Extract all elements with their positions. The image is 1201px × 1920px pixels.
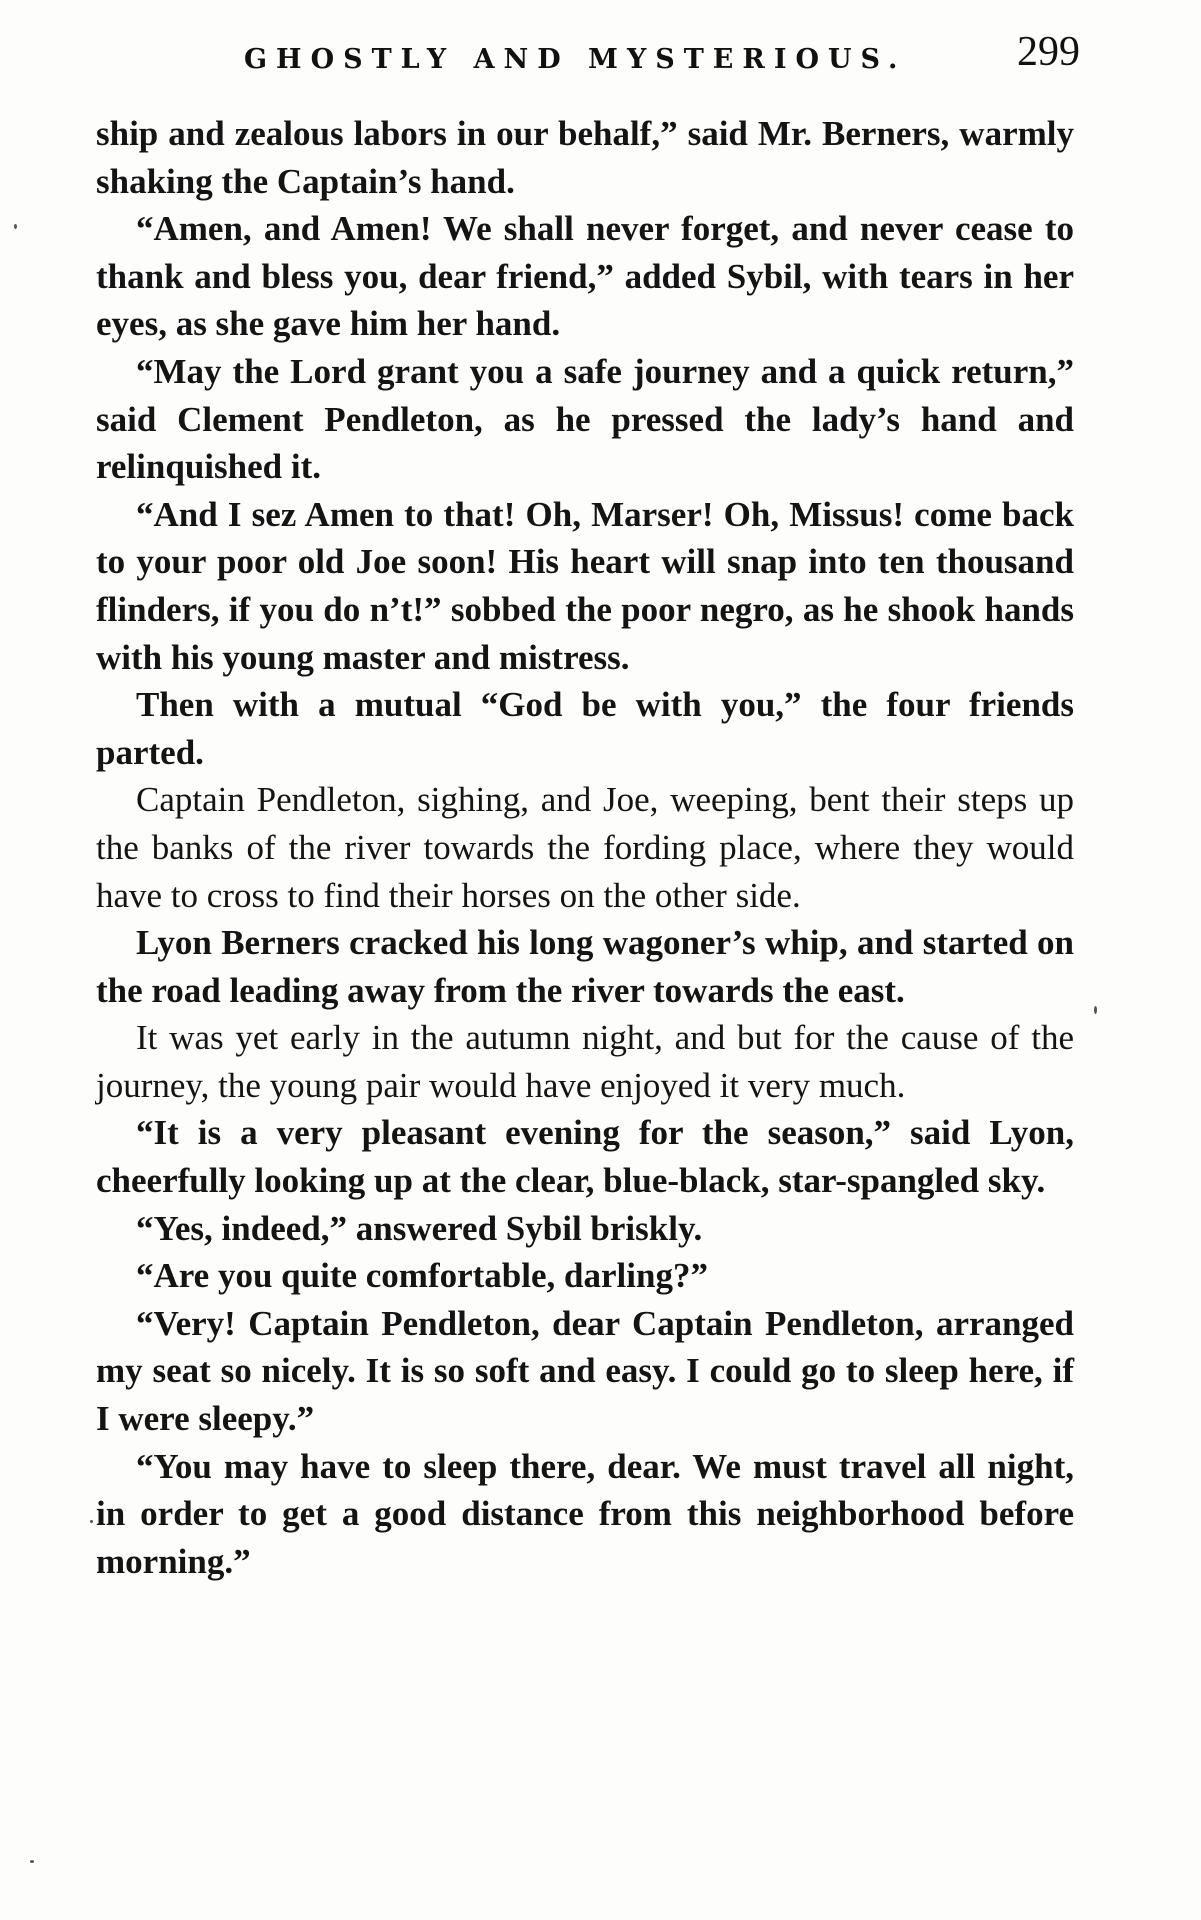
paragraph: “Yes, indeed,” answered Sybil briskly. [136, 1208, 703, 1248]
page-header [96, 28, 1096, 88]
page-number: 299 [1017, 29, 1080, 75]
paragraph: “May the Lord grant you a safe journey and a quick return,” said Clement Pendleton, as he pressed the lady’s hand and relinquished it. [96, 351, 1074, 487]
paragraph: “Amen, and Amen! We shall never forget, and never cease to thank and bless you, dear friend,” added Sybil, with tears in her eyes, as she gave him her hand. [96, 209, 1074, 344]
scan-speck [90, 1520, 93, 1523]
paragraph: It was yet early in the autumn night, and but for the cause of the journey, the young pair would have enjoyed it very much. [96, 1018, 1074, 1105]
running-head: GHOSTLY AND MYSTERIOUS. [244, 44, 907, 75]
scan-speck [14, 224, 17, 229]
paragraph: “Very! Captain Pendleton, dear Captain Pendleton, arranged my seat so nicely. It is so soft and easy. I could go to sleep here, if I were sleepy.” [96, 1303, 1074, 1439]
scan-speck [1094, 1006, 1097, 1014]
paragraph: Captain Pendleton, sighing, and Joe, weeping, bent their steps up the banks of the river towards the fording place, where they would have to cross to find their horses on the other side. [96, 780, 1074, 915]
body-text [96, 110, 1074, 1585]
paragraph: “You may have to sleep there, dear. We must travel all night, in order to get a good distance from this neighborhood before morning.” [96, 1446, 1074, 1581]
paragraph: “And I sez Amen to that! Oh, Marser! Oh, Missus! come back to your poor old Joe soon! His heart will snap into ten thousand flinders, if you do n’t!” sobbed the poor negro, as he shook hands with his young master and mistress. [96, 494, 1074, 677]
paragraph: “It is a very pleasant evening for the season,” said Lyon, cheerfully looking up at the clear, blue-black, star-spangled sky. [96, 1113, 1074, 1201]
paragraph: “Are you quite comfortable, darling?” [136, 1256, 708, 1296]
paragraph: Then with a mutual “God be with you,” the four friends parted. [96, 685, 1074, 772]
paragraph: ship and zealous labors in our behalf,” said Mr. Berners, warmly shaking the Captain’s hand. [96, 114, 1074, 201]
scan-speck [30, 1860, 34, 1863]
paragraph: Lyon Berners cracked his long wagoner’s whip, and started on the road leading away from the river towards the east. [96, 923, 1074, 1010]
